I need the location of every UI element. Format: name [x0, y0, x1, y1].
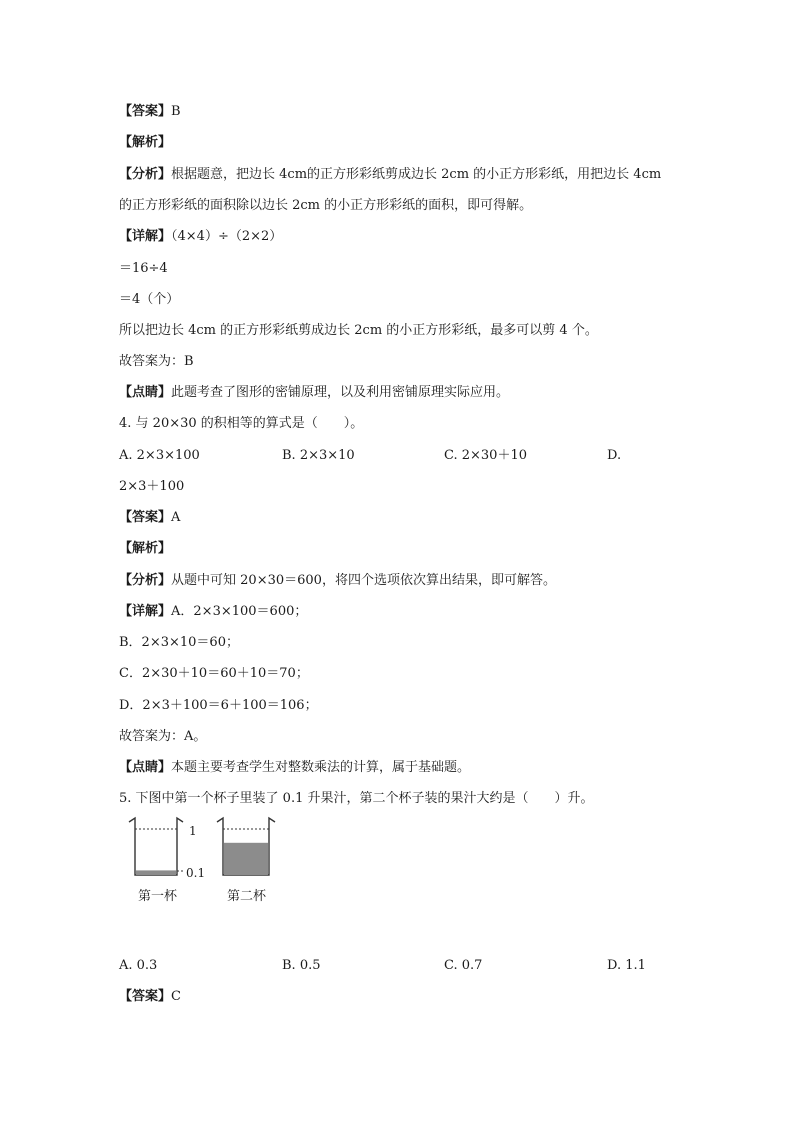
cup-two: [217, 818, 275, 875]
q4-option-d-label: D.: [607, 448, 622, 463]
q5-option-d: D. 1.1: [607, 958, 646, 973]
comment-tag: 【点睛】: [119, 385, 172, 400]
q3-detail-line2: ＝16÷4: [119, 261, 168, 276]
q4-question: 4. 与 20×30 的积相等的算式是（ ）。: [119, 416, 364, 431]
q5-option-c: C. 0.7: [444, 958, 483, 973]
q4-comment: [119, 760, 470, 776]
q4-final-answer: 故答案为：A。: [119, 729, 207, 744]
detail-tag: 【详解】: [119, 604, 172, 619]
comment-tag: 【点睛】: [119, 760, 172, 775]
cup-one-caption: 第一杯: [138, 889, 178, 904]
comment-text: 此题考查了图形的密铺原理，以及利用密铺原理实际应用。: [171, 385, 510, 400]
q4-detail-line4: D．2×3＋100＝6＋100＝106；: [119, 698, 318, 713]
q3-final-answer: 故答案为：B: [119, 354, 194, 369]
answer-value: C: [171, 989, 181, 1004]
q5-answer: [119, 989, 181, 1005]
q4-option-c: C. 2×30＋10: [444, 448, 527, 463]
mark-one-liter: 1: [189, 824, 197, 838]
answer-tag: 【答案】: [119, 989, 172, 1004]
detail-text: A．2×3×100＝600；: [171, 604, 308, 619]
q4-fenxi: [119, 573, 556, 589]
answer-tag: 【答案】: [119, 104, 172, 119]
fenxi-tag: 【分析】: [119, 573, 172, 588]
cup-one-outline: [129, 818, 183, 875]
q3-comment: [119, 385, 509, 401]
comment-text: 本题主要考查学生对整数乘法的计算，属于基础题。: [171, 760, 471, 775]
q3-analysis-tag: 【解析】: [119, 135, 172, 150]
cups-drawing: [119, 815, 299, 883]
detail-tag: 【详解】: [119, 229, 172, 244]
q4-detail: [119, 604, 307, 620]
q4-option-a: A. 2×3×100: [119, 448, 200, 463]
fenxi-text: 从题中可知 20×30＝600，将四个选项依次算出结果，即可解答。: [171, 573, 556, 588]
q3-detail: [119, 229, 282, 245]
cup-two-juice: [224, 843, 268, 875]
q3-answer: [119, 104, 181, 120]
q5-question: 5. 下图中第一个杯子里装了 0.1 升果汁，第二个杯子装的果汁大约是（ ）升。: [119, 791, 594, 806]
q4-option-d-value: 2×3＋100: [119, 479, 185, 494]
q4-detail-line2: B．2×3×10＝60；: [119, 635, 239, 650]
fenxi-text: 根据题意，把边长 4cm的正方形彩纸剪成边长 2cm 的小正方形彩纸，用把边长 4cm: [171, 167, 662, 182]
q3-fenxi-line2: 的正方形彩纸的面积除以边长 2cm 的小正方形彩纸的面积，即可得解。: [119, 198, 533, 213]
cup-one-juice: [136, 870, 176, 875]
mark-point-one-liter: 0.1: [186, 866, 206, 880]
answer-value: A: [171, 510, 181, 525]
q4-detail-line3: C．2×30＋10＝60＋10＝70；: [119, 666, 309, 681]
q4-answer: [119, 510, 180, 526]
q5-option-b: B. 0.5: [282, 958, 321, 973]
answer-value: B: [171, 104, 181, 119]
q3-detail-line3: ＝4（个）: [119, 292, 180, 307]
q3-fenxi: [119, 167, 661, 183]
q4-option-b: B. 2×3×10: [282, 448, 355, 463]
fenxi-tag: 【分析】: [119, 167, 172, 182]
q5-option-a: A. 0.3: [119, 958, 158, 973]
q3-conclusion: 所以把边长 4cm 的正方形彩纸剪成边长 2cm 的小正方形彩纸，最多可以剪 4 个。: [119, 323, 598, 338]
answer-tag: 【答案】: [119, 510, 172, 525]
cup-two-caption: 第二杯: [227, 889, 267, 904]
cup-one: [129, 818, 185, 875]
detail-text: （4×4）÷（2×2）: [171, 229, 283, 244]
q4-analysis-tag: 【解析】: [119, 541, 172, 556]
